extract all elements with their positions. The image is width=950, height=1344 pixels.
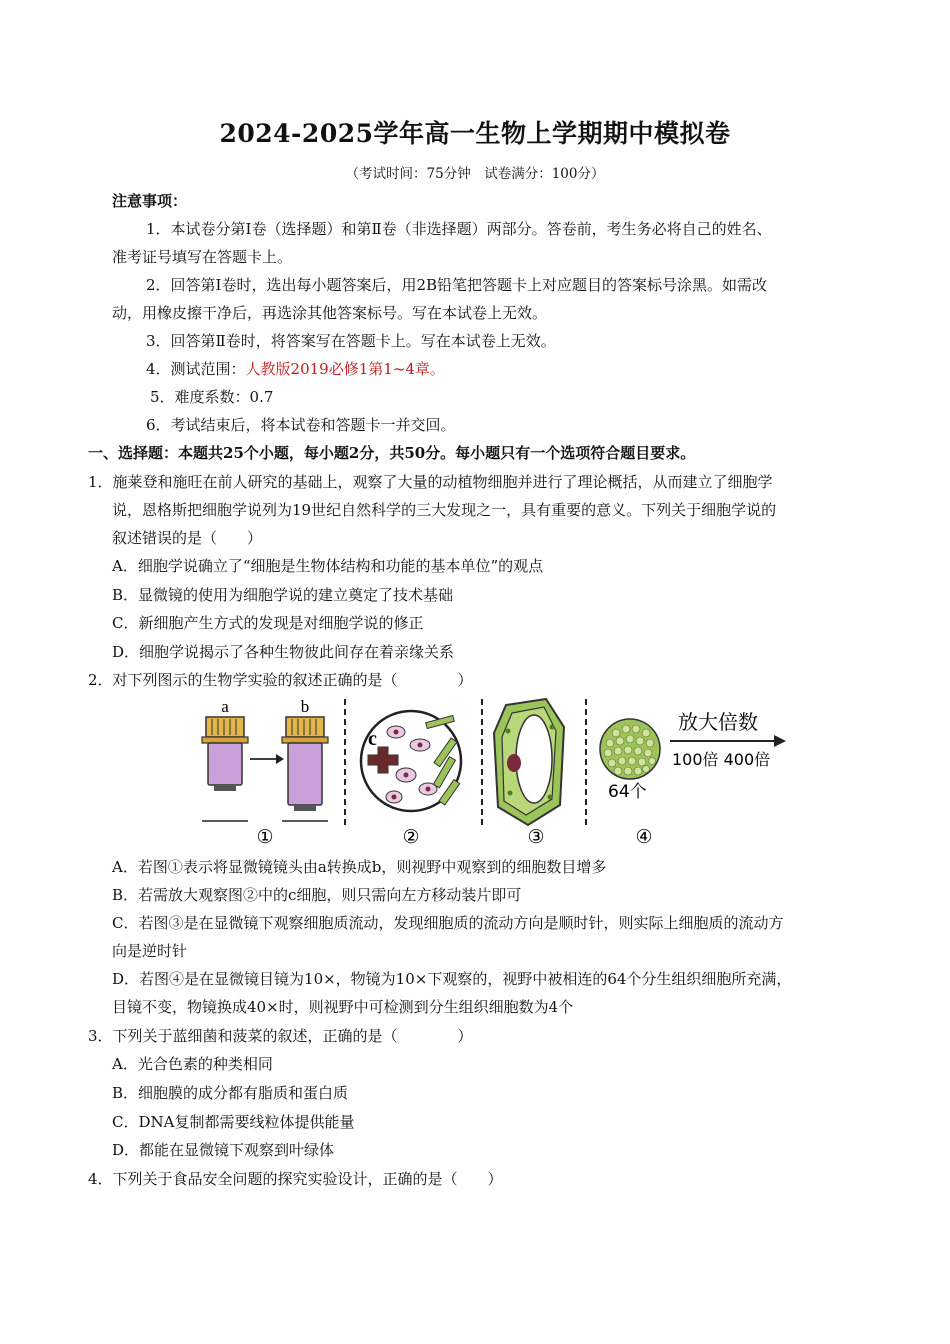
exam-info: （考试时间：75分钟 试卷满分：100分）: [345, 166, 605, 182]
notice-item-2: 2．回答第Ⅰ卷时，选出每小题答案后，用2B铅笔把答题卡上对应题目的答案标号涂黑。如需改: [146, 276, 768, 294]
q3-option-c[interactable]: C．DNA复制都需要线粒体提供能量: [112, 1113, 355, 1131]
q2-option-d[interactable]: D．若图④是在显微镜目镜为10×，物镜为10×下观察的，视野中被相连的64个分生组织细胞所充满，: [112, 970, 792, 988]
q2-option-c-cont: 向是逆时针: [112, 942, 188, 960]
label-c: c: [368, 728, 377, 750]
q1-option-c[interactable]: C．新细胞产生方式的发现是对细胞学说的修正: [112, 614, 424, 632]
caption-3: ③: [527, 826, 545, 848]
notice-item-4: [146, 359, 445, 379]
q1-stem: 1．施莱登和施旺在前人研究的基础上，观察了大量的动植物细胞并进行了理论概括，从而建立了细胞学: [88, 473, 773, 491]
magnification-label: 放大倍数: [678, 710, 758, 734]
q1-option-d[interactable]: D．细胞学说揭示了各种生物彼此间存在着亲缘关系: [112, 643, 455, 661]
notice-item-2-cont: 动，用橡皮擦干净后，再选涂其他答案标号。写在本试卷上无效。: [112, 304, 548, 322]
q2-option-d-cont: 目镜不变，物镜换成40×时，则视野中可检测到分生组织细胞数为4个: [112, 998, 574, 1016]
q1-option-b[interactable]: B．显微镜的使用为细胞学说的建立奠定了技术基础: [112, 586, 454, 604]
notice-item-3: 3．回答第Ⅱ卷时，将答案写在答题卡上。写在本试卷上无效。: [146, 332, 556, 350]
microscope-figure: [198, 697, 788, 849]
section-heading: 一、选择题：本题共25个小题，每小题2分，共50分。每小题只有一个选项符合题目要求。: [88, 444, 696, 462]
q2-stem: 2．对下列图示的生物学实验的叙述正确的是（ ）: [88, 671, 473, 689]
caption-1: ①: [256, 826, 274, 848]
objective-lens-a: [202, 717, 248, 791]
notice-item-4-label: 4．测试范围：: [146, 360, 246, 378]
q1-stem-cont: 说，恩格斯把细胞学说列为19世纪自然科学的三大发现之一，具有重要的意义。下列关于细胞学说的: [112, 501, 777, 519]
notice-heading: 注意事项：: [112, 192, 188, 210]
q3-option-b[interactable]: B．细胞膜的成分都有脂质和蛋白质: [112, 1084, 349, 1102]
q3-option-d[interactable]: D．都能在显微镜下观察到叶绿体: [112, 1141, 335, 1159]
q1-option-a[interactable]: A．细胞学说确立了“细胞是生物体结构和功能的基本单位”的观点: [112, 557, 544, 575]
q2-option-a[interactable]: A．若图①表示将显微镜镜头由a转换成b，则视野中观察到的细胞数目增多: [112, 858, 607, 876]
label-b: b: [300, 697, 310, 716]
notice-item-1: 1．本试卷分第Ⅰ卷（选择题）和第Ⅱ卷（非选择题）两部分。答卷前，考生务必将自己的姓名、: [146, 220, 772, 238]
magnification-values: 100倍 400倍: [672, 750, 771, 769]
q3-stem: 3．下列关于蓝细菌和菠菜的叙述，正确的是（ ）: [88, 1027, 473, 1045]
label-a: a: [221, 697, 229, 716]
plant-cell: [494, 699, 564, 825]
caption-4: ④: [635, 826, 653, 848]
q3-option-a[interactable]: A．光合色素的种类相同: [112, 1055, 273, 1073]
q2-option-b[interactable]: B．若需放大观察图②中的c细胞，则只需向左方移动装片即可: [112, 886, 522, 904]
caption-2: ②: [402, 826, 420, 848]
notice-item-1-cont: 准考证号填写在答题卡上。: [112, 248, 293, 266]
notice-item-6: 6．考试结束后，将本试卷和答题卡一并交回。: [146, 416, 456, 434]
q2-option-c[interactable]: C．若图③是在显微镜下观察细胞质流动，发现细胞质的流动方向是顺时针，则实际上细胞质的流动方: [112, 914, 784, 932]
meristem-cells: [600, 719, 660, 779]
test-range: 人教版2019必修1第1~4章。: [245, 360, 445, 378]
q1-stem-cont2: 叙述错误的是（ ）: [112, 529, 263, 547]
q4-stem: 4．下列关于食品安全问题的探究实验设计，正确的是（ ）: [88, 1170, 503, 1188]
page-title: 2024-2025学年高一生物上学期期中模拟卷: [219, 119, 731, 148]
objective-lens-b: [282, 717, 328, 811]
notice-item-5: 5．难度系数：0.7: [150, 388, 274, 406]
cell-count-label: 64个: [608, 782, 647, 802]
cells-field-view: [361, 711, 461, 811]
